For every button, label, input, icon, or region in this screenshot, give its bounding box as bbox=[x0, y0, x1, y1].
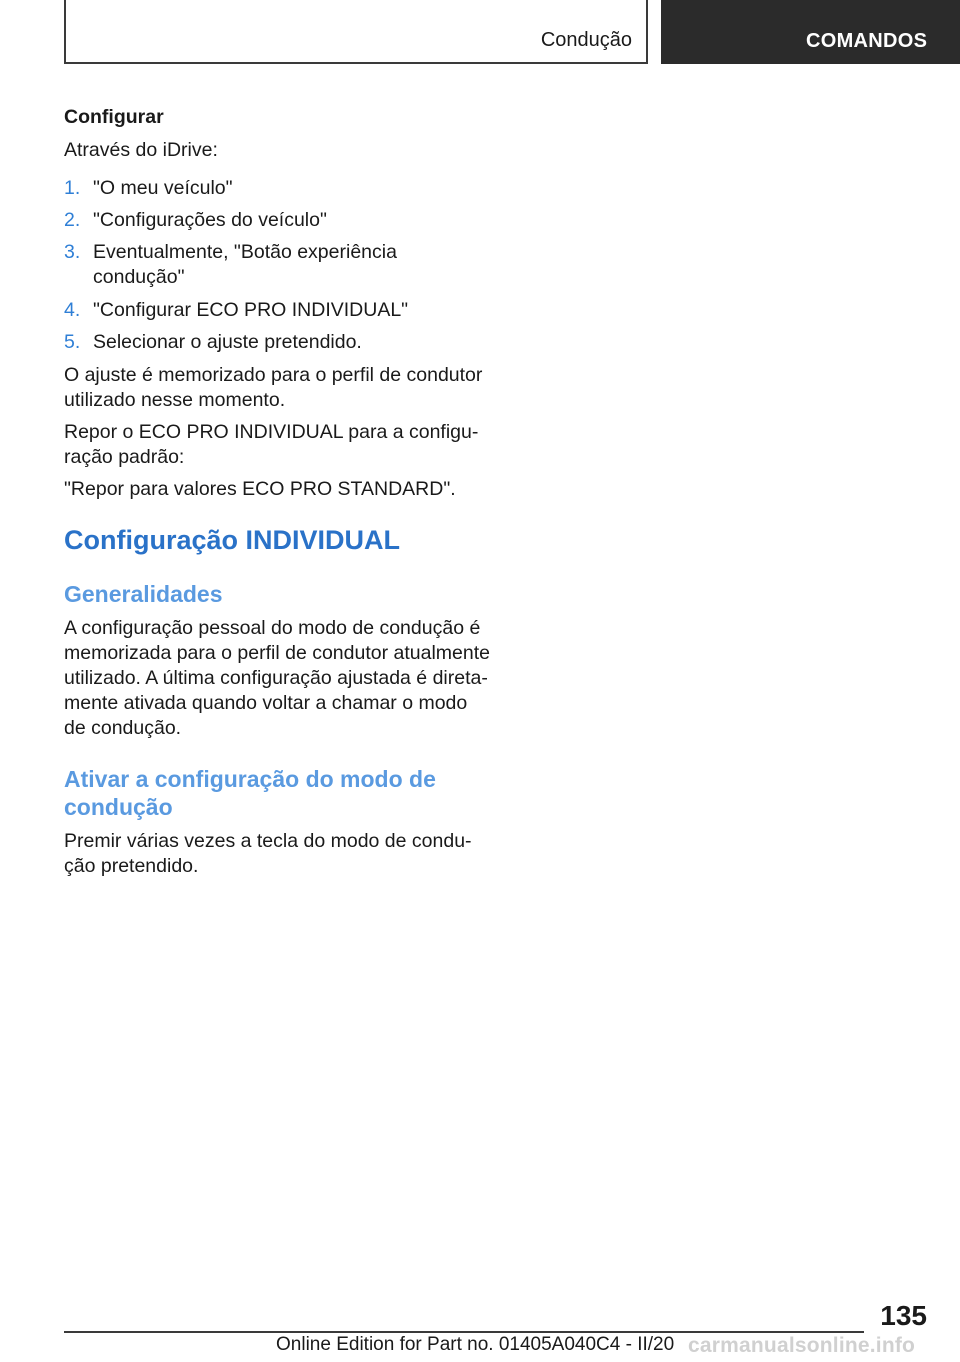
note-line: utilizado nesse momento. bbox=[64, 389, 286, 411]
footer-rule bbox=[64, 1331, 864, 1333]
step-number: 4. bbox=[64, 299, 81, 321]
section-title: Condução bbox=[540, 29, 632, 51]
subsection-heading: Generalidades bbox=[64, 581, 223, 607]
step-number: 1. bbox=[64, 177, 81, 199]
paragraph-line: mente ativada quando voltar a chamar o modo bbox=[64, 692, 468, 714]
note-line: O ajuste é memorizado para o perfil de condutor bbox=[64, 364, 483, 386]
step-text: "Configurações do veículo" bbox=[93, 209, 327, 231]
reset-line: Repor o ECO PRO INDIVIDUAL para a configu- bbox=[64, 421, 479, 443]
step-number: 2. bbox=[64, 209, 81, 231]
chapter-tab bbox=[661, 0, 960, 64]
paragraph-line: Premir várias vezes a tecla do modo de condu- bbox=[64, 830, 472, 852]
paragraph-line: de condução. bbox=[64, 717, 182, 739]
step-text: Eventualmente, "Botão experiência bbox=[93, 241, 397, 263]
configurar-intro: Através do iDrive: bbox=[64, 139, 218, 161]
step-number: 3. bbox=[64, 241, 81, 263]
section-heading: Configuração INDIVIDUAL bbox=[64, 525, 401, 555]
subsection-heading-continued: condução bbox=[64, 794, 173, 820]
paragraph-line: A configuração pessoal do modo de condução é bbox=[64, 617, 481, 639]
chapter-title: COMANDOS bbox=[806, 30, 928, 52]
step-text: Selecionar o ajuste pretendido. bbox=[93, 331, 362, 353]
paragraph-line: ção pretendido. bbox=[64, 855, 199, 877]
step-text: "O meu veículo" bbox=[93, 177, 233, 199]
header-section-box bbox=[64, 0, 648, 64]
reset-command: "Repor para valores ECO PRO STANDARD". bbox=[64, 478, 456, 500]
page-number: 135 bbox=[880, 1300, 927, 1331]
paragraph-line: utilizado. A última configuração ajustada é direta- bbox=[64, 667, 488, 689]
reset-line: ração padrão: bbox=[64, 446, 185, 468]
step-text-continued: condução" bbox=[93, 266, 185, 288]
step-text: "Configurar ECO PRO INDIVIDUAL" bbox=[93, 299, 409, 321]
configurar-heading: Configurar bbox=[64, 106, 164, 128]
edition-text: Online Edition for Part no. 01405A040C4 - II/20 bbox=[276, 1334, 675, 1355]
step-number: 5. bbox=[64, 331, 81, 353]
paragraph-line: memorizada para o perfil de condutor atualmente bbox=[64, 642, 490, 664]
watermark: carmanualsonline.info bbox=[688, 1334, 916, 1357]
subsection-heading: Ativar a configuração do modo de bbox=[64, 766, 436, 792]
